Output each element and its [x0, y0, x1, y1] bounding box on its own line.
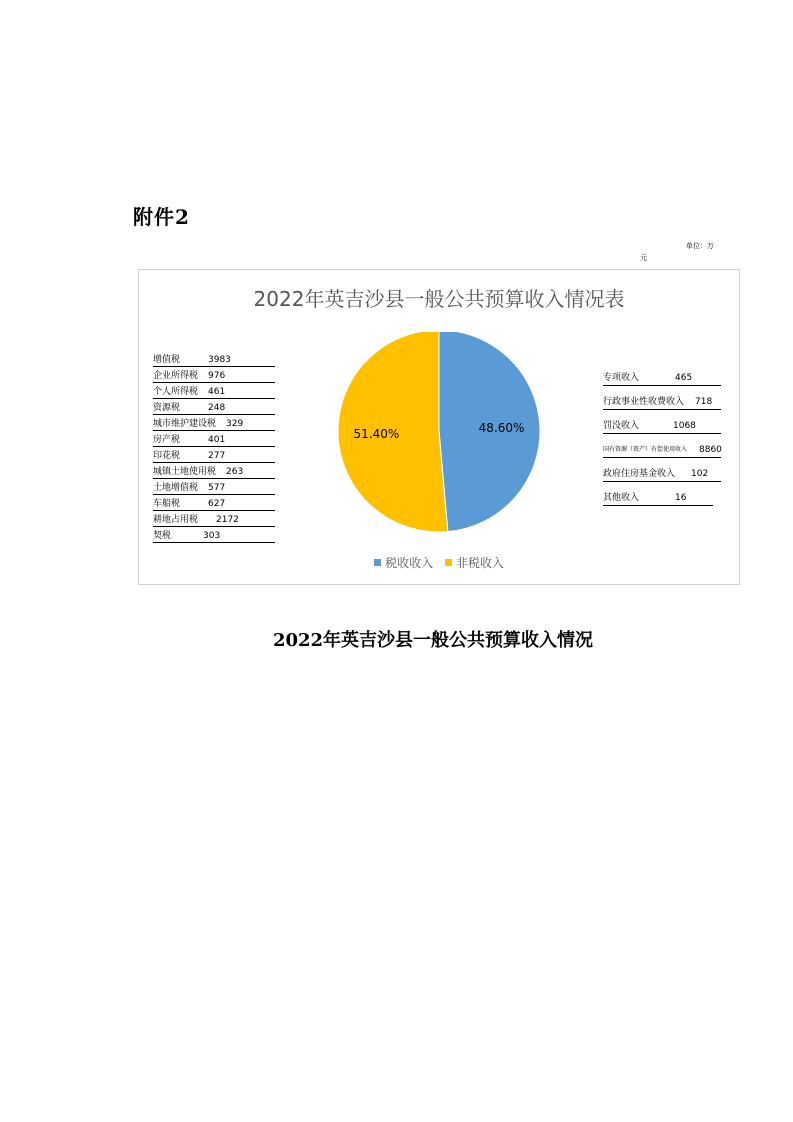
- tax-item-row: [153, 431, 275, 447]
- nontax-item-value: 8860: [699, 445, 722, 455]
- tax-item-label: 土地增值税: [153, 483, 199, 493]
- legend-label-nontax: 非税收入: [455, 556, 504, 570]
- pie-label-nontax: 51.40%: [353, 426, 400, 441]
- pie-chart: [330, 332, 550, 532]
- tax-item-row: [153, 527, 275, 543]
- tax-item-label: 资源税: [153, 403, 181, 413]
- tax-item-row: [153, 399, 275, 415]
- chart-legend: [138, 554, 740, 571]
- tax-item-label: 车船税: [153, 499, 181, 509]
- tax-item-value: 976: [208, 371, 226, 381]
- tax-item-row: [153, 351, 275, 367]
- tax-item-label: 城镇土地使用税: [153, 467, 217, 477]
- pie-label-tax: 48.60%: [478, 421, 525, 436]
- tax-item-row: [153, 479, 275, 495]
- tax-item-value: 248: [208, 403, 226, 413]
- nontax-item-value: 1068: [673, 421, 696, 431]
- nontax-item-value: 102: [691, 469, 709, 479]
- nontax-item-label: 罚没收入: [603, 421, 640, 431]
- nontax-item-row: [603, 410, 721, 434]
- unit-line-1: 单位：万: [686, 242, 714, 250]
- legend-item-nontax: [445, 554, 504, 571]
- tax-item-row: [153, 367, 275, 383]
- legend-swatch-tax: [374, 559, 381, 566]
- chart-title: 2022年英吉沙县一般公共预算收入情况表: [253, 287, 625, 311]
- unit-note: [640, 240, 720, 264]
- nontax-item-row: [603, 434, 721, 458]
- page-caption: 2022年英吉沙县一般公共预算收入情况: [272, 630, 594, 651]
- nontax-item-value: 465: [675, 373, 693, 383]
- tax-item-row: [153, 383, 275, 399]
- nontax-item-value: 16: [675, 493, 687, 503]
- legend-item-tax: [374, 554, 433, 571]
- attachment-label: 附件2: [133, 205, 190, 229]
- tax-item-row: [153, 415, 275, 431]
- tax-item-label: 耕地占用税: [153, 515, 199, 525]
- nontax-item-row: [603, 482, 713, 506]
- tax-item-row: [153, 495, 275, 511]
- nontax-item-value: 718: [695, 397, 713, 407]
- tax-item-value: 2172: [216, 515, 239, 525]
- tax-item-value: 277: [208, 451, 226, 461]
- tax-item-label: 个人所得税: [153, 387, 199, 397]
- nontax-item-row: [603, 386, 721, 410]
- tax-item-value: 3983: [208, 355, 231, 365]
- nontax-items-list: [603, 362, 721, 506]
- tax-item-value: 461: [208, 387, 226, 397]
- nontax-item-row: [603, 458, 721, 482]
- legend-label-tax: 税收收入: [385, 556, 434, 570]
- tax-item-row: [153, 463, 275, 479]
- tax-item-label: 房产税: [153, 435, 181, 445]
- tax-item-label: 城市维护建设税: [153, 419, 217, 429]
- tax-item-value: 577: [208, 483, 226, 493]
- unit-line-2: 元: [640, 254, 647, 262]
- tax-item-row: [153, 511, 275, 527]
- tax-item-label: 印花税: [153, 451, 181, 461]
- nontax-item-label: 专项收入: [603, 373, 640, 383]
- nontax-item-label: 行政事业性收费收入: [603, 397, 685, 407]
- tax-items-list: [153, 351, 275, 543]
- nontax-item-label: 其他收入: [603, 493, 640, 503]
- tax-item-value: 303: [203, 531, 221, 541]
- nontax-item-label: 政府住房基金收入: [603, 469, 676, 479]
- tax-item-value: 329: [226, 419, 244, 429]
- tax-item-value: 263: [226, 467, 244, 477]
- nontax-item-row: [603, 362, 721, 386]
- tax-item-label: 增值税: [153, 355, 181, 365]
- tax-item-value: 401: [208, 435, 226, 445]
- legend-swatch-nontax: [445, 559, 452, 566]
- tax-item-label: 契税: [153, 531, 172, 541]
- nontax-item-label: 国有资源（资产）有偿使用收入: [603, 446, 688, 453]
- tax-item-value: 627: [208, 499, 226, 509]
- tax-item-label: 企业所得税: [153, 371, 199, 381]
- tax-item-row: [153, 447, 275, 463]
